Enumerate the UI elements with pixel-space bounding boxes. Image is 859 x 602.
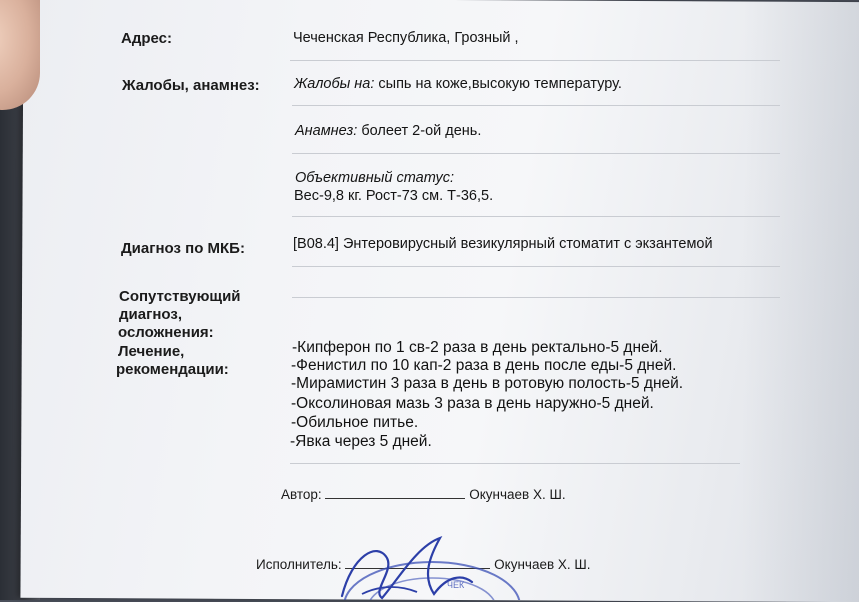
complaints-text: сыпь на коже,высокую температуру. xyxy=(378,76,622,92)
divider xyxy=(292,216,780,217)
divider xyxy=(292,105,780,106)
stamp-lettering: ЧЕК xyxy=(447,580,465,590)
anamnesis-text: болеет 2-ой день. xyxy=(361,123,482,139)
executor-label: Исполнитель: xyxy=(256,557,342,572)
divider xyxy=(292,266,780,267)
objective-label: Объективный статус: xyxy=(295,170,455,186)
author-name: Окунчаев Х. Ш. xyxy=(469,487,566,502)
treatment-label-1: Лечение, xyxy=(118,343,185,360)
executor-name: Окунчаев Х. Ш. xyxy=(494,557,591,572)
stamp-outer-ring xyxy=(344,562,520,600)
author-line xyxy=(281,486,566,502)
objective-text: Вес-9,8 кг. Рост-73 см. Т-36,5. xyxy=(294,188,494,204)
treatment-item: -Обильное питье. xyxy=(291,414,419,431)
diagnosis-label: Диагноз по МКБ: xyxy=(121,240,245,257)
anamnesis-line xyxy=(295,123,481,139)
treatment-item: -Мирамистин 3 раза в день в ротовую полость-5 дней. xyxy=(291,375,684,392)
divider xyxy=(292,297,780,298)
comorbid-label-1: Сопутствующий xyxy=(119,288,241,305)
divider xyxy=(290,60,780,61)
stamp-signature xyxy=(322,536,532,600)
author-signature-line xyxy=(325,486,465,499)
comorbid-label-2: диагноз, xyxy=(119,306,182,323)
comorbid-label-3: осложнения: xyxy=(118,324,214,341)
treatment-label-2: рекомендации: xyxy=(116,361,229,378)
treatment-item: -Фенистил по 10 кап-2 раза в день после еды-5 дней. xyxy=(291,357,677,374)
divider xyxy=(292,153,780,154)
treatment-item: -Кипферон по 1 св-2 раза в день ректально-5 дней. xyxy=(292,339,663,356)
anamnesis-prefix: Анамнез: xyxy=(295,123,358,139)
complaints-prefix: Жалобы на: xyxy=(294,76,375,92)
paper-shadow xyxy=(740,2,859,602)
diagnosis-value: [B08.4] Энтеровирусный везикулярный стоматит с экзантемой xyxy=(293,236,713,252)
address-value: Чеченская Республика, Грозный , xyxy=(293,30,519,46)
address-label: Адрес: xyxy=(121,30,172,47)
complaints-label: Жалобы, анамнез: xyxy=(122,77,260,94)
treatment-item: -Оксолиновая мазь 3 раза в день наружно-5 дней. xyxy=(291,395,654,412)
author-label: Автор: xyxy=(281,487,322,502)
treatment-item: -Явка через 5 дней. xyxy=(290,433,432,450)
divider xyxy=(290,463,740,464)
complaints-line xyxy=(294,76,622,92)
